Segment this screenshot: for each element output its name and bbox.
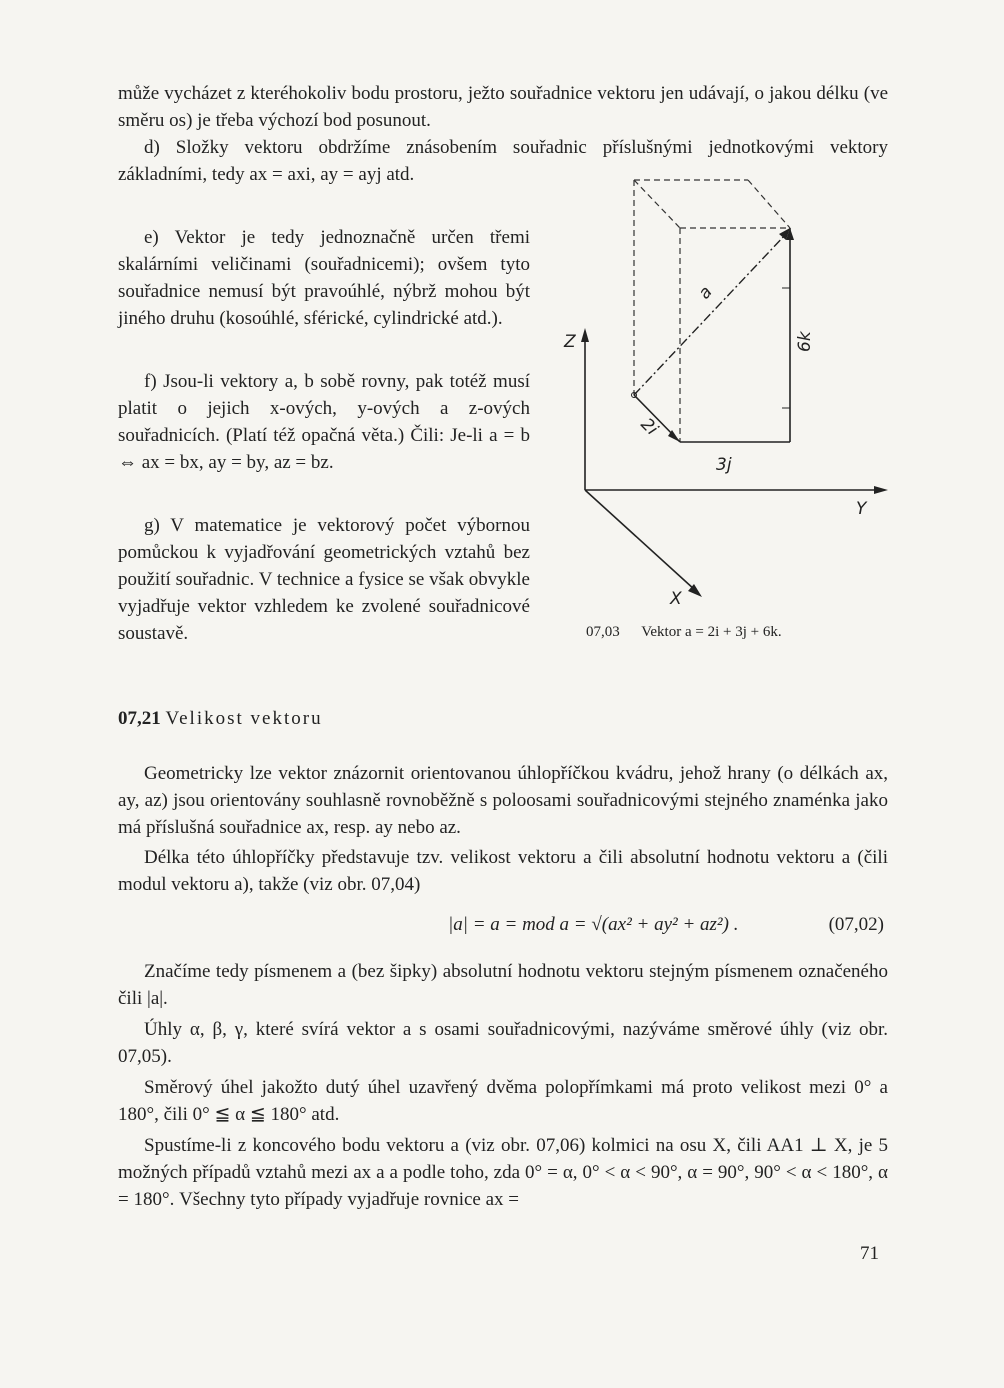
- x-axis-label: X: [670, 589, 682, 609]
- three-j-label: 3j: [716, 455, 732, 475]
- vector-a-label: a: [694, 282, 717, 304]
- paragraph-geometry: Geometricky lze vektor znázornit orientovanou úhlopříčkou kvádru, jehož hrany (o délkách ax, ay, az) jsou orientovány souhlasně rovnoběžně s poloosami souřadnicovými stejného znaménka jako má příslušná souřadnice ax, resp. ay nebo az.: [118, 763, 888, 838]
- paragraph-notation: Značíme tedy písmenem a (bez šipky) absolutní hodnotu vektoru stejným písmenem označeného čili |a|.: [118, 961, 888, 1009]
- page-number: 71: [860, 1243, 879, 1264]
- six-k-label: 6k: [795, 331, 815, 352]
- y-axis-arrow: [874, 486, 888, 494]
- paragraph-length: Délka této úhlopříčky představuje tzv. velikost vektoru a čili absolutní hodnotu vektoru a (čili modul vektoru a), takže (viz obr. 07,04): [118, 847, 888, 895]
- paragraph-angles: Úhly α, β, γ, které svírá vektor a s osami souřadnicovými, nazýváme směrové úhly (viz obr. 07,05).: [118, 1019, 888, 1067]
- x-axis: [585, 490, 695, 590]
- figure-caption-text: Vektor a = 2i + 3j + 6k.: [641, 624, 782, 640]
- figure-caption: [586, 624, 782, 641]
- paragraph-d: d) Složky vektoru obdržíme znásobením souřadnic příslušnými jednotkovými vektory základními, tedy ax = axi, ay = ayj atd.: [118, 137, 888, 185]
- y-axis-label: Y: [856, 499, 867, 519]
- section-title: Velikost vektoru: [165, 708, 323, 729]
- equation-formula: |a| = a = mod a = √(ax² + ay² + az²) .: [448, 914, 739, 935]
- paragraph-f: f) Jsou-li vektory a, b sobě rovny, pak totéž musí platit o jejich x-ových, y-ových a z-ových souřadnicích. (Platí též opačná věta.) Čili: Je-li a = b ⇔ ax = bx, ay = by, az = bz.: [118, 371, 530, 473]
- equation-line: [118, 910, 888, 942]
- equation-number: (07,02): [828, 914, 884, 935]
- figure-number: 07,03: [586, 624, 620, 640]
- paragraph-g: g) V matematice je vektorový počet výbornou pomůckou k vyjadřování geometrických vztahů bez použití souřadnic. V technice a fysice se však obvykle vyjadřuje vektor vzhledem ke zvolené souřadnicové soustavě.: [118, 515, 530, 644]
- section-heading: [118, 708, 323, 730]
- box-edge: [634, 180, 680, 228]
- vector-figure: [560, 170, 890, 620]
- section-number: 07,21: [118, 708, 161, 729]
- paragraph-continuation: může vycházet z kteréhokoliv bodu prostoru, ježto souřadnice vektoru jen udávají, o jakou délku (ve směru os) je třeba výchozí bod posunout.: [118, 83, 888, 131]
- box-edge: [748, 180, 790, 228]
- z-axis-label: Z: [564, 332, 576, 352]
- paragraph-direction-angle: Směrový úhel jakožto dutý úhel uzavřený dvěma polopřímkami má proto velikost mezi 0° a 180°, čili 0° ≦ α ≦ 180° atd.: [118, 1077, 888, 1125]
- paragraph-perpendicular: Spustíme-li z koncového bodu vektoru a (viz obr. 07,06) kolmici na osu X, čili AA1 ⊥ X, je 5 možných případů vztahů mezi ax a a podle toho, zda 0° = α, 0° < α < 90°, α = 90°, 90° < α < 180°, α = 180°. Všechny tyto případy vyjadřuje rovnice ax =: [118, 1135, 888, 1210]
- z-axis-arrow: [581, 328, 589, 342]
- paragraph-e: e) Vektor je tedy jednoznačně určen třemi skalárními veličinami (souřadnicemi); ovšem tyto souřadnice nemusí být pravoúhlé, nýbrž mohou být jiného druhu (kosoúhlé, sférické, cylindrické atd.).: [118, 227, 530, 329]
- two-i-label: 2i: [636, 414, 662, 440]
- vector-a-line: [634, 234, 786, 395]
